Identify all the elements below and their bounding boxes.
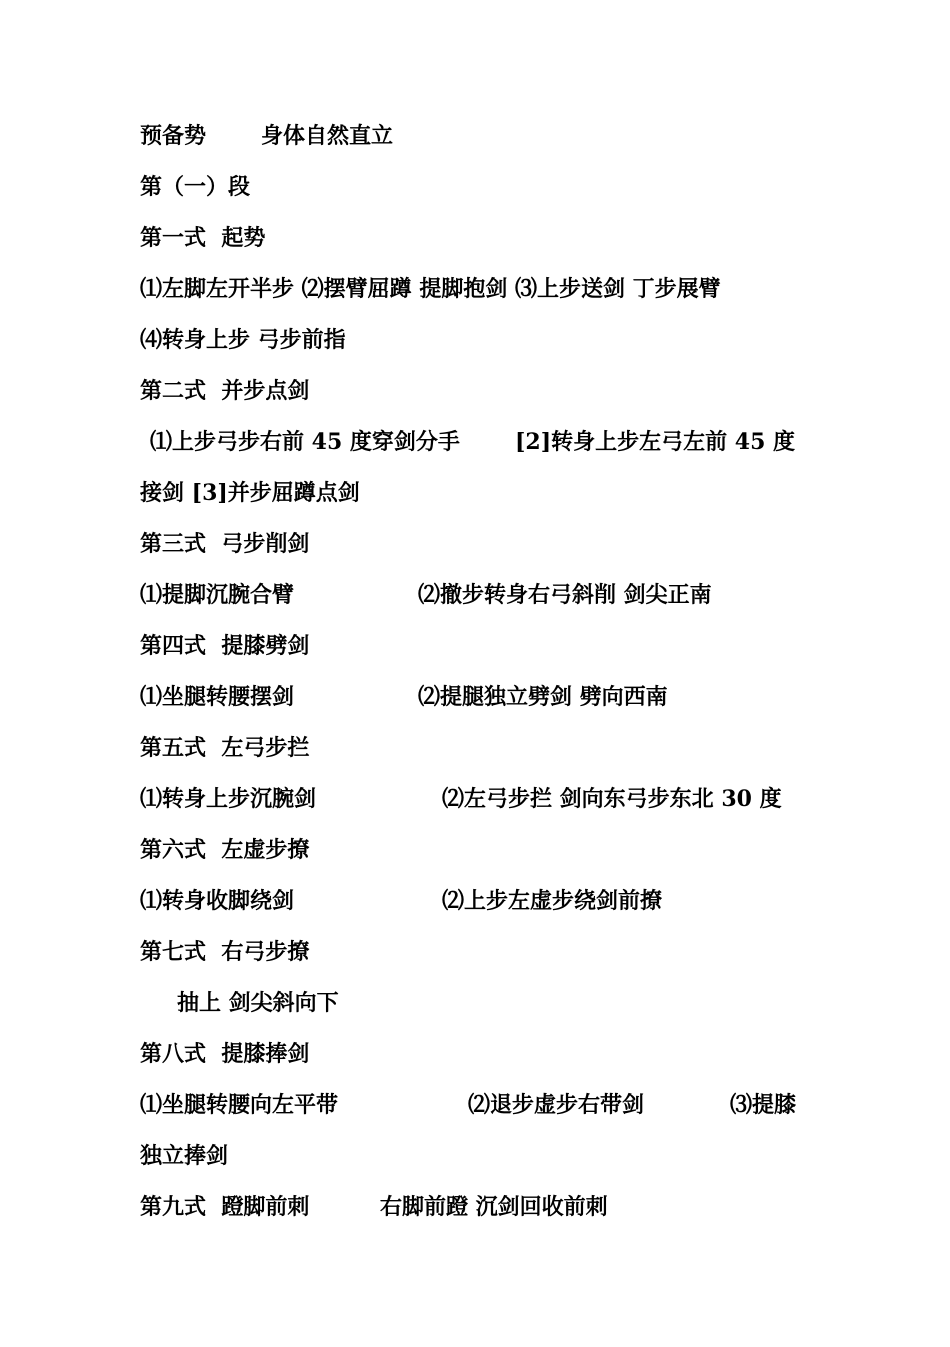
- form-step: [2]转身上步左弓左前 45 度: [515, 429, 796, 455]
- form5-steps: [140, 779, 782, 819]
- form1-steps-line1: [140, 269, 721, 309]
- form-title: 第四式 提膝劈剑: [140, 633, 310, 659]
- form-step: ⑴转身上步沉腕剑: [140, 786, 317, 812]
- form-step: ⑶提膝: [730, 1092, 797, 1118]
- form-step: ⑵上步左虚步绕剑前撩: [442, 888, 663, 914]
- form4-title: [140, 626, 310, 666]
- form1-steps-line2: [140, 320, 346, 360]
- form9-title-line: [140, 1187, 608, 1227]
- form-title: 第二式 并步点剑: [140, 378, 310, 404]
- form2-title: [140, 371, 310, 411]
- form-title: 第三式 弓步削剑: [140, 531, 310, 557]
- form3-title: [140, 524, 310, 564]
- form-title: 第八式 提膝捧剑: [140, 1041, 310, 1067]
- form-step: ⑵提腿独立劈剑 劈向西南: [418, 684, 668, 710]
- form4-steps: [140, 677, 668, 717]
- form3-steps: [140, 575, 712, 615]
- form-title: 第九式 蹬脚前刺: [140, 1194, 310, 1220]
- form-step: ⑴提脚沉腕合臂: [140, 582, 295, 608]
- prep-line: [140, 116, 394, 156]
- form-step: ⑵退步虚步右带剑: [468, 1092, 645, 1118]
- form-steps: ⑴左脚左开半步 ⑵摆臂屈蹲 提脚抱剑 ⑶上步送剑 丁步展臂: [140, 276, 721, 302]
- form7-title: [140, 932, 310, 972]
- form-title: 第一式 起势: [140, 225, 266, 251]
- form-step: ⑴转身收脚绕剑: [140, 888, 295, 914]
- section-heading: [140, 167, 251, 207]
- form-steps: 接剑 [3]并步屈蹲点剑: [140, 480, 360, 506]
- form-step: ⑵左弓步拦 剑向东弓步东北 30 度: [442, 786, 782, 812]
- form5-title: [140, 728, 310, 768]
- form6-title: [140, 830, 310, 870]
- prep-desc: 身体自然直立: [261, 123, 394, 149]
- form-step: ⑵撤步转身右弓斜削 剑尖正南: [418, 582, 712, 608]
- form-desc: 右脚前蹬 沉剑回收前刺: [380, 1194, 608, 1220]
- prep-label: 预备势: [140, 123, 207, 149]
- form1-title: [140, 218, 266, 258]
- section-title: 第（一）段: [140, 174, 251, 200]
- form-title: 第七式 右弓步撩: [140, 939, 310, 965]
- form-step: ⑴坐腿转腰摆剑: [140, 684, 295, 710]
- form-steps: 独立捧剑: [140, 1143, 229, 1169]
- form7-steps: [140, 983, 339, 1023]
- form-step: ⑴坐腿转腰向左平带: [140, 1092, 339, 1118]
- form2-steps-line2: [140, 473, 360, 513]
- form8-steps-line2: [140, 1136, 229, 1176]
- form-title: 第五式 左弓步拦: [140, 735, 310, 761]
- form-steps: ⑷转身上步 弓步前指: [140, 327, 346, 353]
- form-title: 第六式 左虚步撩: [140, 837, 310, 863]
- form8-title: [140, 1034, 310, 1074]
- form8-steps-line1: [140, 1085, 797, 1125]
- form6-steps: [140, 881, 663, 921]
- form-step: 抽上 剑尖斜向下: [177, 990, 339, 1016]
- form-step: ⑴上步弓步右前 45 度穿剑分手: [150, 429, 460, 455]
- form2-steps-line1: [140, 422, 796, 462]
